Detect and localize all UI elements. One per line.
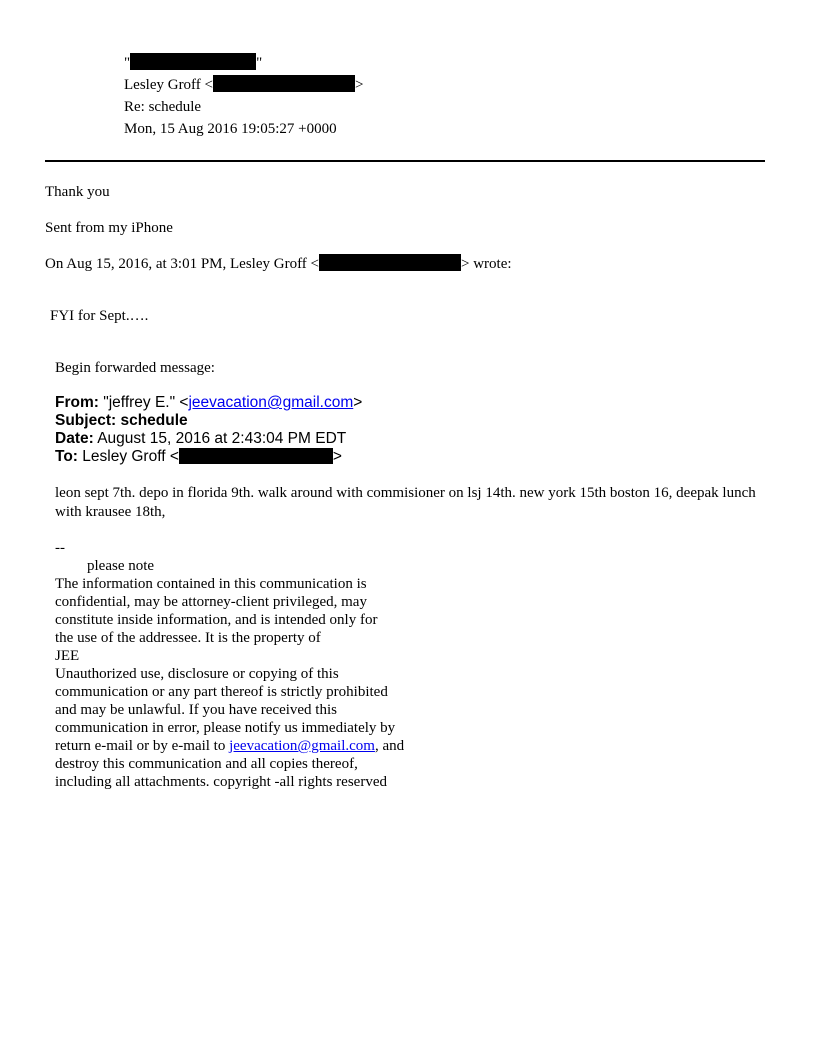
signature-line: and may be unlawful. If you have received this <box>55 702 337 718</box>
redaction-block <box>319 254 461 271</box>
confidentiality-signature <box>55 539 404 791</box>
signature-return-suffix: , and <box>374 738 405 754</box>
signature-line: constitute inside information, and is intended only for <box>55 612 378 628</box>
signature-please-note: please note <box>87 558 155 574</box>
forwarded-from-name: "jeffrey E." < <box>103 394 189 411</box>
signature-line: Unauthorized use, disclosure or copying of this <box>55 666 339 682</box>
signature-email-link[interactable]: jeevacation@gmail.com <box>229 738 375 754</box>
forwarded-date-value: August 15, 2016 at 2:43:04 PM EDT <box>97 430 347 447</box>
signature-line: the use of the addressee. It is the property of <box>55 630 321 646</box>
quote-suffix: > wrote: <box>461 256 512 272</box>
forwarded-from-label: From: <box>55 394 99 411</box>
signature-line: including all attachments. copyright -all rights reserved <box>55 774 387 790</box>
header-subject-value: Re: schedule <box>124 99 202 115</box>
signature-line: communication or any part thereof is strictly prohibited <box>55 684 388 700</box>
header-to-name: Lesley Groff < <box>124 77 213 93</box>
forwarded-to-row: To: Lesley Groff < > <box>55 448 342 465</box>
redaction-block <box>179 448 333 464</box>
fyi-note: FYI for Sept.…. <box>50 308 149 324</box>
forwarded-header <box>55 394 362 466</box>
signature-line: destroy this communication and all copies thereof, <box>55 756 358 772</box>
quote-prefix: On Aug 15, 2016, at 3:01 PM, Lesley Groff < <box>45 256 319 272</box>
redaction-block <box>213 75 355 92</box>
forwarded-from-row: From: "jeffrey E." <jeevacation@gmail.com> <box>55 394 363 411</box>
forwarded-to-name: Lesley Groff < <box>82 448 179 465</box>
signature-return-line <box>55 737 404 755</box>
signature-line: communication in error, please notify us immediately by <box>55 720 396 736</box>
schedule-text: leon sept 7th. depo in florida 9th. walk around with commisioner on lsj 14th. new york 15th boston 16, deepak lunch with krausee 18th, <box>55 485 756 520</box>
forwarded-subject-row <box>55 412 362 430</box>
reply-thanks: Thank you <box>45 184 110 200</box>
forwarded-date-row <box>55 430 362 448</box>
signature-line: confidential, may be attorney-client privileged, may <box>55 594 367 610</box>
signature-return-prefix: return e-mail or by e-mail to <box>55 738 230 754</box>
forwarded-date-label: Date: <box>55 430 94 447</box>
begin-forwarded-label: Begin forwarded message: <box>55 360 215 376</box>
forwarded-subject: Subject: schedule <box>55 412 188 429</box>
signature-dashes: -- <box>55 540 65 556</box>
forwarded-from-email-link[interactable]: jeevacation@gmail.com <box>188 394 354 411</box>
header-to-value: Lesley Groff < > <box>124 77 364 93</box>
signature-line: JEE <box>55 648 80 664</box>
forwarded-to-label: To: <box>55 448 78 465</box>
signature-line: The information contained in this communication is <box>55 576 367 592</box>
header-divider <box>45 160 765 162</box>
header-date-value: Mon, 15 Aug 2016 19:05:27 +0000 <box>124 121 337 137</box>
redaction-block <box>130 53 256 70</box>
quote-attribution <box>45 254 512 274</box>
header-from-value: " " <box>124 55 263 71</box>
sent-from-signature: Sent from my iPhone <box>45 220 173 236</box>
